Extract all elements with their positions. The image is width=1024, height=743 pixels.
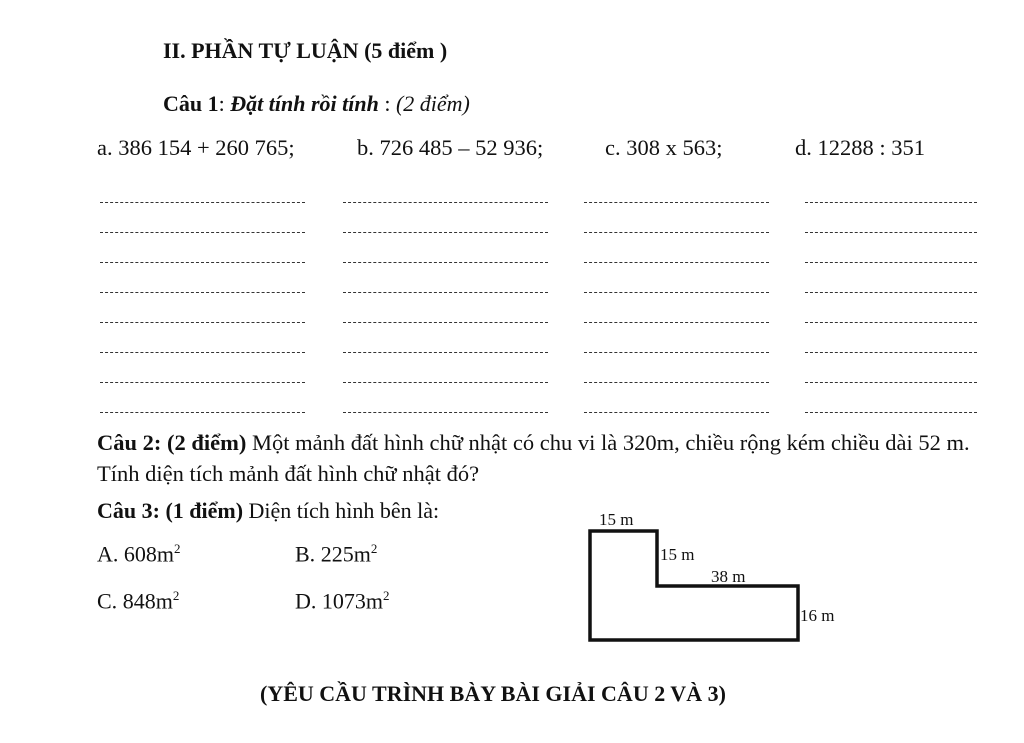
- answer-line: [805, 412, 977, 413]
- question-1-heading: [163, 91, 470, 117]
- answer-line: [100, 292, 305, 293]
- figure-label-right: 16 m: [800, 606, 835, 625]
- l-shape-figure: [575, 500, 855, 650]
- answer-line: [584, 292, 769, 293]
- answer-line: [805, 292, 977, 293]
- answer-line: [584, 262, 769, 263]
- answer-line: [805, 382, 977, 383]
- option-c: C. $848m^2$: [97, 588, 180, 614]
- answer-line: [343, 292, 548, 293]
- question-3-text: Diện tích hình bên là:: [243, 498, 440, 523]
- question-1-instruction: Đặt tính rồi tính: [230, 91, 379, 116]
- question-1-label: Câu 1: [163, 91, 219, 116]
- answer-line: [100, 232, 305, 233]
- figure-label-inner-vertical: 15 m: [660, 545, 695, 564]
- problem-c: c. 308 x 563;: [605, 135, 723, 160]
- answer-line: [584, 352, 769, 353]
- question-2-label: Câu 2: (2 điểm): [97, 430, 247, 455]
- question-1-separator: :: [218, 91, 231, 116]
- answer-line: [100, 322, 305, 323]
- question-1-points: (2 điểm): [395, 91, 470, 116]
- answer-line: [343, 382, 548, 383]
- section-title: II. PHẦN TỰ LUẬN (5 điểm ): [163, 38, 448, 63]
- question-1-colon: :: [378, 91, 396, 116]
- problem-b: b. 726 485 – 52 936;: [357, 135, 544, 160]
- figure-label-top: 15 m: [599, 510, 634, 529]
- answer-line: [584, 412, 769, 413]
- option-d: D. $1073m^2$: [295, 588, 390, 614]
- problem-a: a. 386 154 + 260 765;: [97, 135, 295, 160]
- answer-line: [343, 412, 548, 413]
- answer-line: [805, 232, 977, 233]
- answer-line: [100, 262, 305, 263]
- answer-line: [805, 352, 977, 353]
- answer-line: [343, 262, 548, 263]
- answer-line: [100, 352, 305, 353]
- option-b: B. $225m^2$: [295, 541, 378, 567]
- answer-line: [100, 202, 305, 203]
- answer-line: [343, 232, 548, 233]
- answer-line: [343, 352, 548, 353]
- answer-line: [584, 382, 769, 383]
- answer-line: [584, 232, 769, 233]
- answer-line: [805, 202, 977, 203]
- problem-d: d. 12288 : 351: [795, 135, 926, 160]
- answer-line: [100, 382, 305, 383]
- question-2: [97, 427, 992, 489]
- answer-line: [805, 322, 977, 323]
- option-a: A. $608m^2$: [97, 541, 181, 567]
- figure-label-inner-horizontal: 38 m: [711, 567, 746, 586]
- question-3: [97, 498, 439, 524]
- answer-line: [584, 322, 769, 323]
- question-3-label: Câu 3: (1 điểm): [97, 498, 244, 523]
- answer-line: [805, 262, 977, 263]
- answer-line: [343, 322, 548, 323]
- answer-line: [343, 202, 548, 203]
- question-2-text: Một mảnh đất hình chữ nhật có chu vi là 320m, chiều rộng kém chiều dài 52 m. Tính diện tích mảnh đất hình chữ nhật đó?: [97, 430, 970, 486]
- answer-line: [100, 412, 305, 413]
- answer-line: [584, 202, 769, 203]
- footer-instruction: (YÊU CẦU TRÌNH BÀY BÀI GIẢI CÂU 2 VÀ 3): [260, 681, 726, 706]
